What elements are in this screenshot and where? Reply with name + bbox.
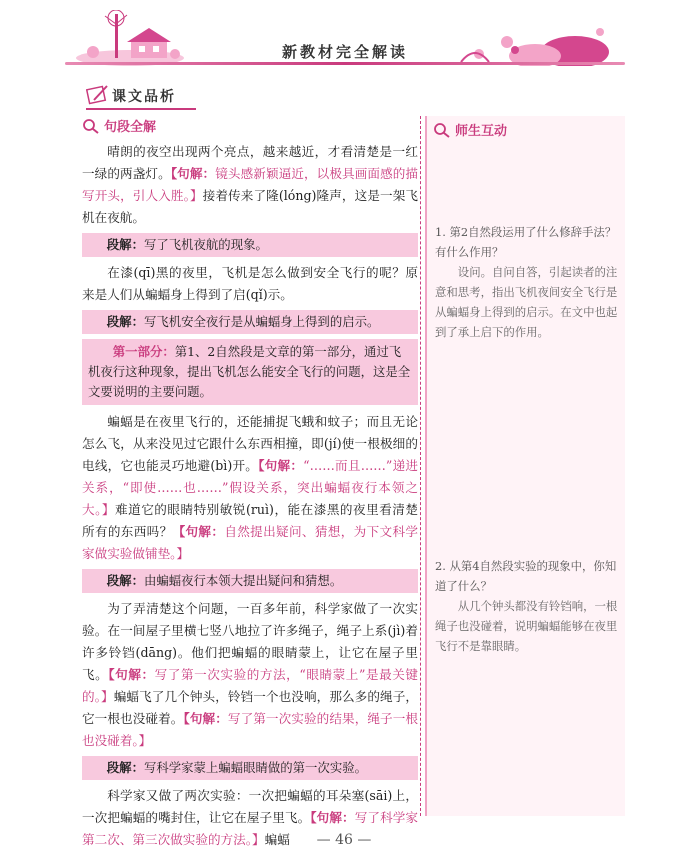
paragraph-summary-1 <box>82 233 418 257</box>
part-one-label: 第一部分： <box>112 344 175 359</box>
qa-item <box>435 556 619 656</box>
p1-text-1: 晴朗的夜空出现两个亮点，越来越近，才看清楚是一红一绿的两盏灯。 <box>82 144 418 181</box>
side-subheading <box>433 120 625 139</box>
summary-3-text: 由蝙蝠夜行本领大提出疑问和猜想。 <box>143 573 343 588</box>
pink-hills-decoration <box>455 22 615 66</box>
p4-note-1-text: 写了第一次实验的方法，“眼睛蒙上”是最关键的。】 <box>82 667 419 704</box>
p1-text-2: 接着传来了隆(lóng)隆声，这是一架飞机在夜航。 <box>82 188 418 225</box>
main-subheading <box>82 116 418 135</box>
paragraph-2: 在漆(qī)黑的夜里，飞机是怎么做到安全飞行的呢？原来是人们从蝙蝠身上得到了启(qǐ)示。 <box>82 265 418 302</box>
summary-2-text: 写飞机安全夜行是从蝙蝠身上得到的启示。 <box>143 314 380 329</box>
section-title: 课文品析 <box>112 89 176 105</box>
summary-1-label: 段解： <box>106 237 144 252</box>
qa-question: 1. 第2自然段运用了什么修辞手法？有什么作用？ <box>435 225 617 259</box>
teacher-student-sidebar <box>425 116 625 816</box>
qa-question: 2. 从第4自然段实验的现象中，你知道了什么？ <box>435 559 617 593</box>
p4-note-1-label: 【句解： <box>108 667 155 682</box>
magnifier-icon <box>82 118 100 134</box>
main-subheading-text: 句段全解 <box>104 120 157 135</box>
p4-note-2-label: 【句解： <box>183 711 228 726</box>
p3-note-2-text: 自然提出疑问、猜想，为下文科学家做实验做铺垫。】 <box>82 524 419 561</box>
p5-note-label: 【句解： <box>310 810 355 825</box>
summary-1-text: 写了飞机夜航的现象。 <box>143 237 268 252</box>
paragraph-1 <box>82 141 418 229</box>
p1-note-label: 【句解： <box>170 166 216 181</box>
p3-text-1: 蝙蝠是在夜里飞行的，还能捕捉飞蛾和蚊子；而且无论怎么飞，从来没见过它跟什么东西相撞，即(jí)使一根极细的电线，它也能灵巧地避(bì)开。 <box>82 414 418 473</box>
book-title: 新教材完全解读 <box>281 43 408 61</box>
pencil-note-icon <box>86 82 110 106</box>
summary-4-label: 段解： <box>106 760 144 775</box>
page-number: — 46 — <box>316 832 372 848</box>
p3-note-2-label: 【句解： <box>172 524 225 539</box>
house-tree-decoration <box>75 10 185 66</box>
paragraph-summary-3 <box>82 569 418 593</box>
header-divider <box>65 62 625 65</box>
qa-answer: 从几个钟头都没有铃铛响，一根绳子也没碰着，说明蝙蝠能够在夜里飞行不是靠眼睛。 <box>435 599 618 653</box>
part-one-summary <box>82 339 418 405</box>
p5-text-2: 蝙蝠 <box>264 832 290 847</box>
summary-3-label: 段解： <box>106 573 144 588</box>
p5-text-1: 科学家又做了两次实验：一次把蝙蝠的耳朵塞(sāi)上，一次把蝙蝠的嘴封住，让它在屋子里飞。 <box>82 788 418 825</box>
paragraph-4 <box>82 598 418 752</box>
column-divider <box>420 116 422 816</box>
p4-text-2: 蝙蝠飞了几个钟头，铃铛一个也没响，那么多的绳子，它一根也没碰着。 <box>82 689 419 726</box>
qa-answer: 设问。自问自答，引起读者的注意和思考，指出飞机夜间安全飞行是从蝙蝠身上得到的启示。在文中也起到了承上启下的作用。 <box>435 265 618 339</box>
paragraph-summary-2 <box>82 310 418 334</box>
qa-item <box>435 222 619 342</box>
section-heading <box>86 82 196 110</box>
p3-note-1-text: “……而且……”递进关系，“即使……也……”假设关系，突出蝙蝠夜行本领之大。】 <box>82 458 418 517</box>
part-one-text: 第1、2自然段是文章的第一部分，通过飞机夜行这种现象，提出飞机怎么能安全飞行的问题，这是全文要说明的主要问题。 <box>88 344 411 399</box>
p4-note-2-text: 写了第一次实验的结果，绳子一根也没碰着。】 <box>82 711 419 748</box>
p4-text-1: 为了弄清楚这个问题，一百多年前，科学家做了一次实验。在一间屋子里横七竖八地拉了许多绳子，绳子上系(jì)着许多铃铛(dāng)。他们把蝙蝠的眼睛蒙上，让它在屋子里飞。 <box>82 601 418 682</box>
p3-text-2: 难道它的眼睛特别敏锐(ruì)，能在漆黑的夜里看清楚所有的东西吗？ <box>82 502 418 539</box>
magnifier-icon <box>433 122 451 138</box>
summary-4-text: 写科学家蒙上蝙蝠眼睛做的第一次实验。 <box>143 760 367 775</box>
p3-note-1-label: 【句解： <box>258 458 304 473</box>
paragraph-3 <box>82 411 418 565</box>
summary-2-label: 段解： <box>106 314 144 329</box>
paragraph-summary-4 <box>82 756 418 780</box>
side-subheading-text: 师生互动 <box>455 124 508 139</box>
p1-note-text: 镜头感新颖逼近，以极具画面感的描写开头，引人入胜。】 <box>82 166 419 203</box>
p5-note-text: 写了科学家第二次、第三次做实验的方法。】 <box>82 810 419 847</box>
